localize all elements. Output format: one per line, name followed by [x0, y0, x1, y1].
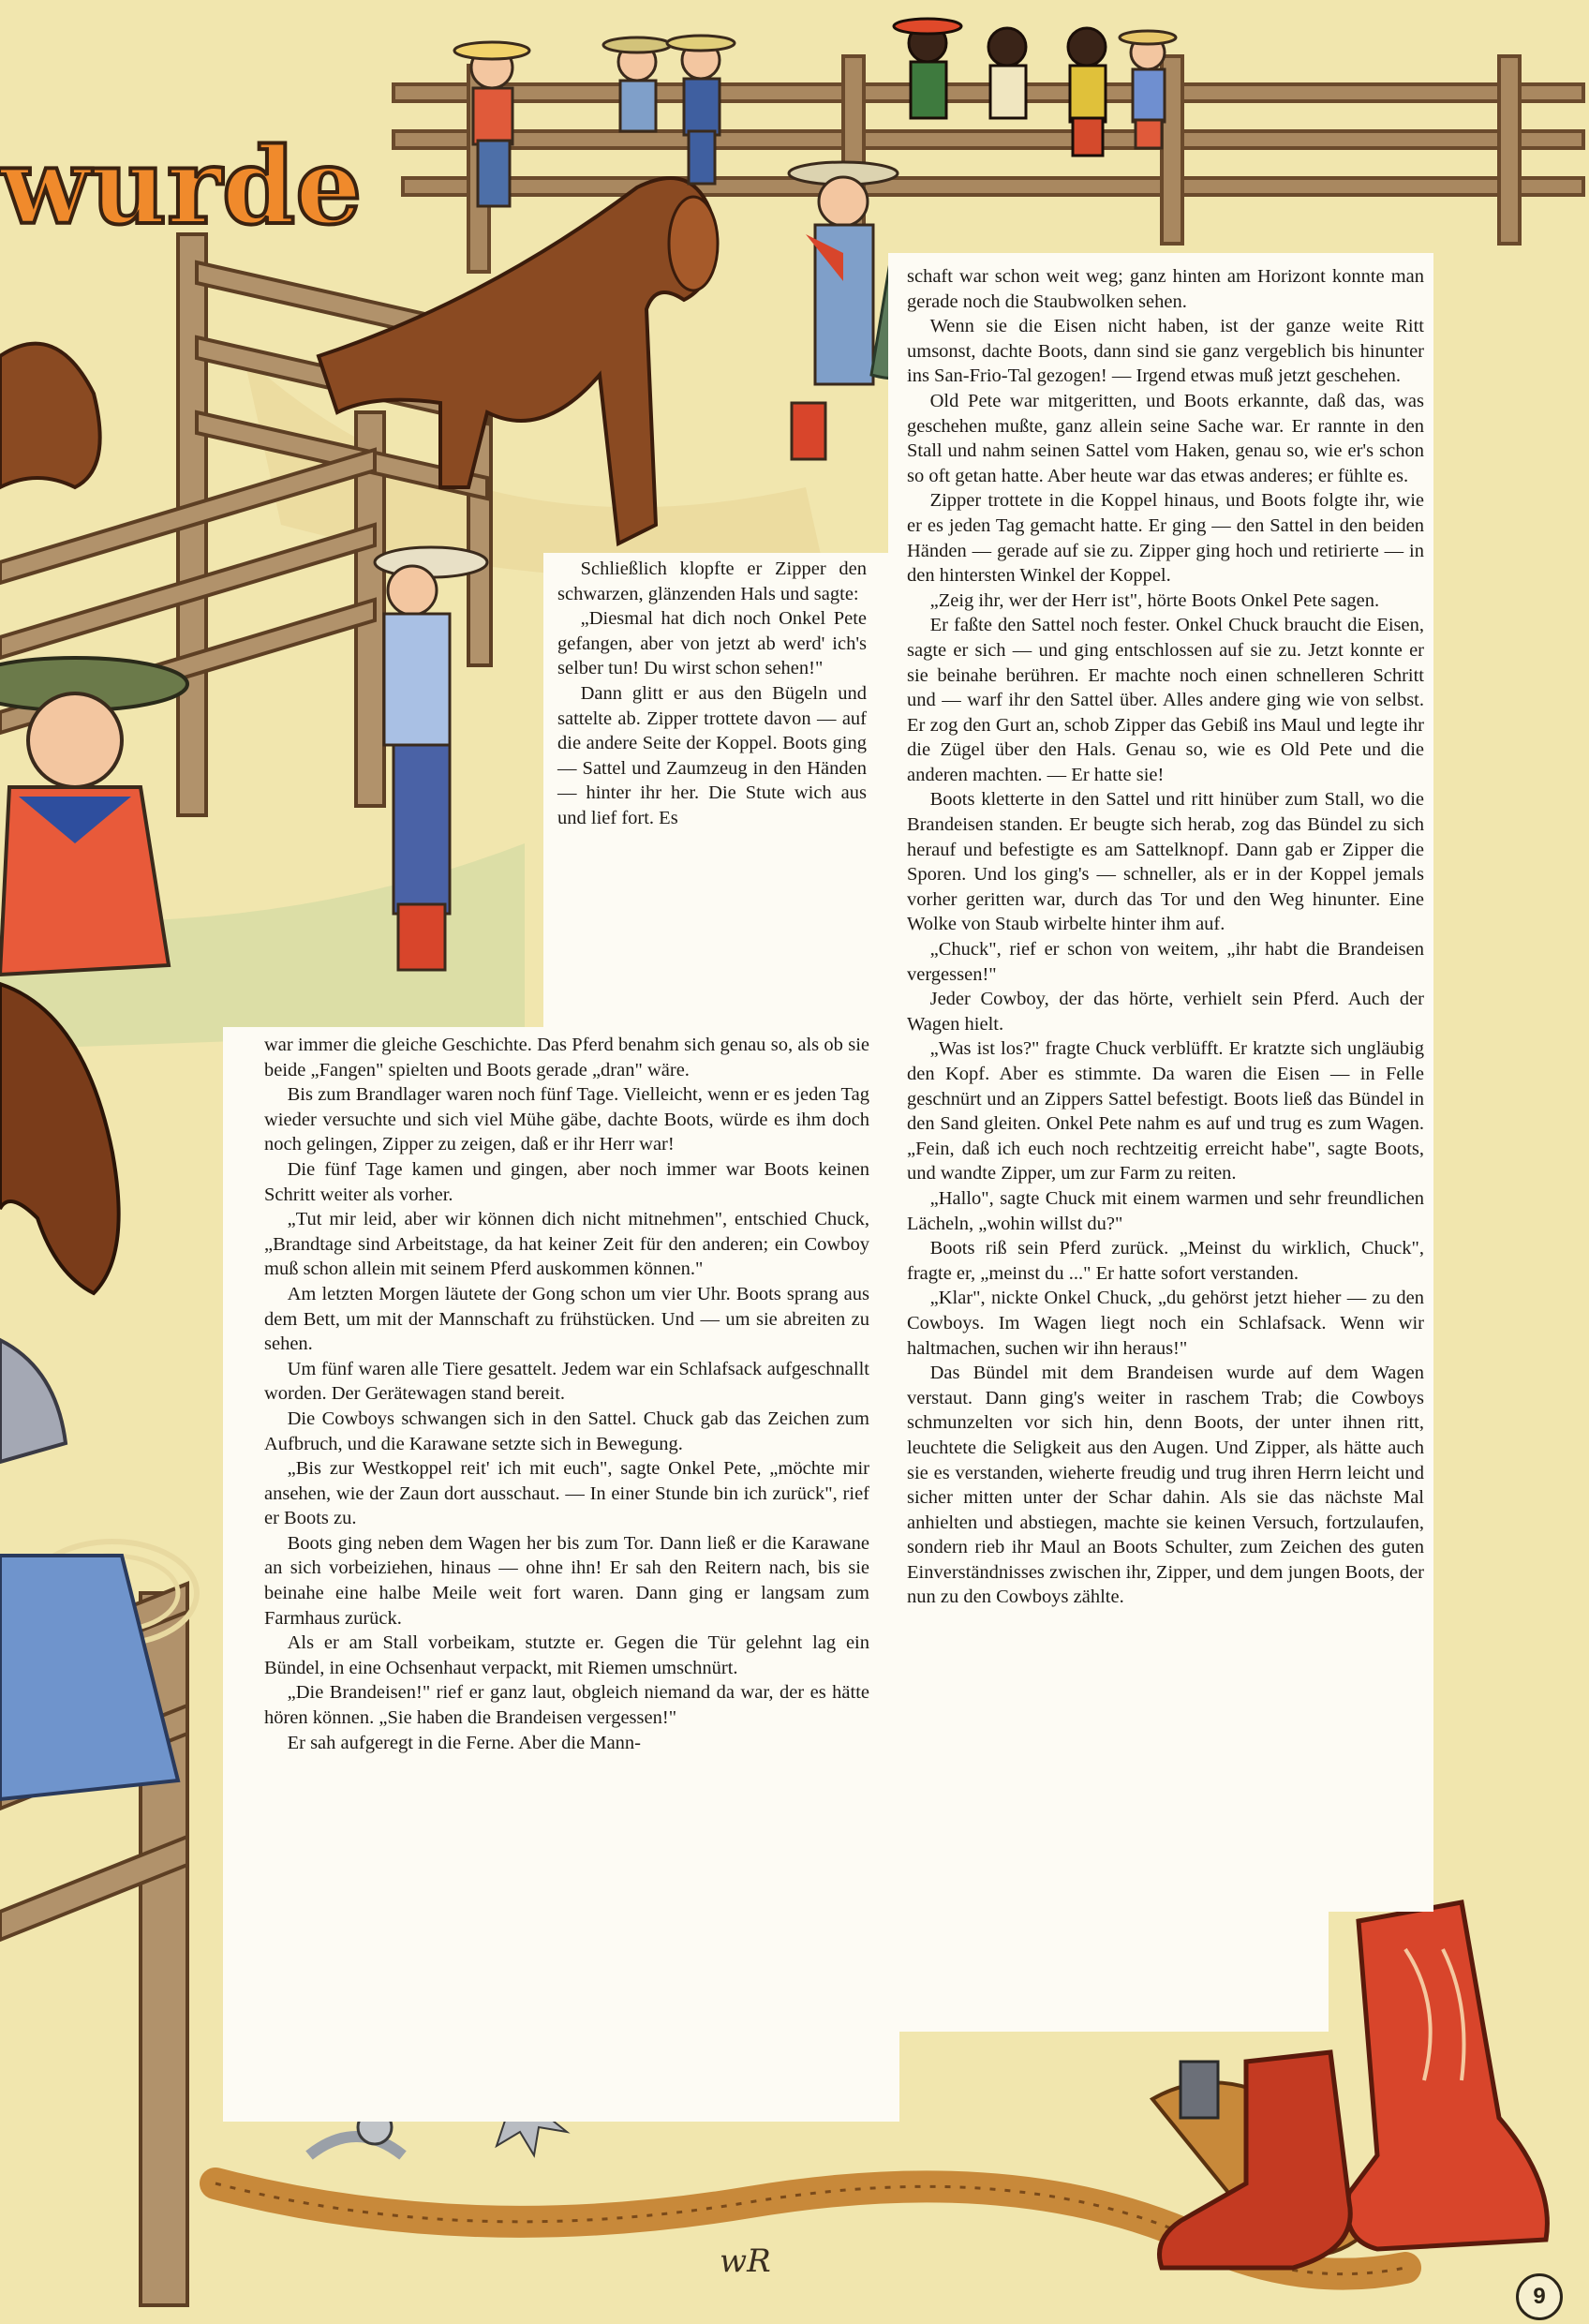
paragraph: „Bis zur Westkoppel reit' ich mit euch", sagte Onkel Pete, „möchte mir ansehen, wie der Zaun dort ausschaut. — In einer Stunde bin ich zurück", rief er Boots zu. — [264, 1458, 869, 1529]
paragraph: „Chuck", rief er schon von weitem, „ihr habt die Brandeisen vergessen!" — [907, 939, 1424, 985]
cowboy-icon — [988, 28, 1026, 118]
cowboy-icon — [894, 19, 961, 118]
paragraph: Bis zum Brandlager waren noch fünf Tage. Vielleicht, wenn er es jeden Tag wieder versuchte und sich viel Mühe gäbe, dachte Boots, würde es ihm doch noch gelingen, Zipper zu zeigen, daß er ihr Herr war! — [264, 1084, 869, 1155]
paragraph: Zipper trottete in die Koppel hinaus, und Boots folgte ihr, wie er es jeden Tag gemacht hatte. Er ging — den Sattel in den beiden Händen — gerade auf sie zu. Zipper ging hoch und retirierte — in den hintersten Winkel der Koppel. — [907, 490, 1424, 587]
column-2 — [907, 264, 1424, 1610]
column-1-top — [557, 557, 867, 831]
boot-icon — [1347, 1902, 1547, 2249]
paragraph: war immer die gleiche Geschichte. Das Pferd benahm sich genau so, als ob sie beide „Fangen" spielten und Boots gerade „dran" wäre. — [264, 1035, 869, 1080]
horse-icon — [0, 344, 100, 487]
paragraph: „Die Brandeisen!" rief er ganz laut, obgleich niemand da war, der es hätte hören können. „Sie haben die Brandeisen vergessen!" — [264, 1682, 869, 1729]
paragraph: Schließlich klopfte er Zipper den schwarzen, glänzenden Hals und sagte: — [557, 559, 867, 604]
svg-text:wurde: wurde — [0, 126, 363, 248]
paragraph: Das Bündel mit dem Brandeisen wurde auf dem Wagen verstaut. Dann ging's weiter in raschem Trab; die Cowboys schmunzelten vor sich hin, denn Boots, der unter ihnen ritt, leuchtete die Seligkeit aus den Augen. Und Zipper, als hätte auch sie es verstanden, wieherte freudig und trug ihren Herrn leicht und sicher mitten unter der Schar dahin. Als sie das nächste Mal anhielten und abstiegen, machte sie keinen Versuch, fortzulaufen, sondern rieb ihr Maul an Boots Schulter, zum Zeichen des guten Einverständnisses zwischen ihr, Zipper, und dem jungen Boots, der nun zu den Cowboys zählte. — [907, 1363, 1424, 1608]
paragraph: Wenn sie die Eisen nicht haben, ist der ganze weite Ritt umsonst, dachte Boots, dann sind sie ganz vergeblich bis hinunter ins San-Frio-Tal gezogen! — Irgend etwas muß jetzt geschehen. — [907, 316, 1424, 387]
paragraph: Old Pete war mitgeritten, und Boots erkannte, daß das, was geschehen mußte, ganz allein seine Sache war. Er rannte in den Stall und nahm seinen Sattel vom Haken, genau so, wie er's schon so oft getan hatte. Aber heute war das etwas anderes; er fühlte es. — [907, 390, 1424, 486]
paragraph: Um fünf waren alle Tiere gesattelt. Jedem war ein Schlafsack aufgeschnallt worden. Der Gerätewagen stand bereit. — [264, 1358, 869, 1405]
paragraph: schaft war schon weit weg; ganz hinten am Horizont konnte man gerade noch die Staubwolken sehen. — [907, 266, 1424, 312]
paragraph: Dann glitt er aus den Bügeln und sattelte ab. Zipper trottete davon — auf die andere Seite der Koppel. Boots ging — Sattel und Zaumzeug in den Händen — hinter ihr her. Die Stute wich aus und lief fort. Es — [557, 682, 867, 828]
paragraph: Die Cowboys schwangen sich in den Sattel. Chuck gab das Zeichen zum Aufbruch, und die Karawane setzte sich in Bewegung. — [264, 1408, 869, 1454]
text-panel-right-tail — [888, 1912, 1329, 2032]
column-1-bottom — [264, 1033, 869, 1755]
paragraph: „Hallo", sagte Chuck mit einem warmen und sehr freundlichen Lächeln, „wohin willst du?" — [907, 1187, 1424, 1234]
cowboy-icon — [1068, 28, 1106, 156]
paragraph: Er faßte den Sattel noch fester. Onkel Chuck braucht die Eisen, sagte er sich — und ging entschlossen auf sie zu. Jetzt konnte er sie beinahe berühren. Er machte noch einen schnelleren Schritt und — warf ihr den Sattel über. Alles andere ging wie von selbst. Er zog den Gurt an, schob Zipper das Gebiß ins Maul und legte ihr die Zügel über den Hals. Genau so, wie es Old Pete und die anderen machten. — Er hatte sie! — [907, 615, 1424, 785]
paragraph: „Diesmal hat dich noch Onkel Pete gefangen, aber von jetzt ab werd' ich's selber tun! Du wirst schon sehen!" — [557, 608, 867, 679]
paragraph: Die fünf Tage kamen und gingen, aber noch immer war Boots keinen Schritt weiter als vorher. — [264, 1158, 869, 1205]
paragraph: Boots kletterte in den Sattel und ritt hinüber zum Stall, wo die Brandeisen standen. Er beugte sich herab, zog das Bündel zu sich herauf und befestigte es am Sattelknopf. Dann gab er Zipper die Sporen. Und los ging's — schneller, als er in der Koppel jemals vorher geritten war, durch das Tor und den Weg hinunter. Eine Wolke von Staub wirbelte hinter ihm auf. — [907, 789, 1424, 935]
paragraph: „Zeig ihr, wer der Herr ist", hörte Boots Onkel Pete sagen. — [929, 589, 1380, 611]
paragraph: Boots riß sein Pferd zurück. „Meinst du wirklich, Chuck", fragte er, „meinst du ..." Er hatte sofort verstanden. — [907, 1238, 1424, 1284]
cowboy-icon — [0, 1340, 178, 1799]
paragraph: Er sah aufgeregt in die Ferne. Aber die Mann- — [287, 1732, 642, 1753]
paragraph: Boots ging neben dem Wagen her bis zum Tor. Dann ließ er die Karawane an sich vorbeiziehen, hinaus — ohne ihn! Er sah den Reitern nach, bis sie beinahe eine halbe Meile weit fort waren. Dann ging er langsam zum Farmhaus zurück. — [264, 1532, 869, 1629]
artist-signature: wR — [720, 2242, 771, 2280]
paragraph: „Klar", nickte Onkel Chuck, „du gehörst jetzt hieher — zu den Cowboys. Im Wagen liegt noch ein Schlafsack. Wenn wir haltmachen, suchen wir ihn heraus!" — [907, 1288, 1424, 1359]
cowboy-icon — [667, 36, 735, 184]
cowboy-icon — [0, 658, 187, 975]
paragraph: Am letzten Morgen läutete der Gong schon um vier Uhr. Boots sprang aus dem Bett, um mit der Mannschaft zu frühstücken. Und — um sie abreiten zu sehen. — [264, 1283, 869, 1355]
paragraph: „Was ist los?" fragte Chuck verblüfft. Er kratzte sich ungläubig den Kopf. Aber es stimmte. Da waren die Eisen — in Felle geschnürt und an Zippers Sattel befestigt. Boots ließ das Bündel in den Sand gleiten. Onkel Pete nahm es auf und trug es zum Wagen. „Fein, daß ich euch noch rechtzeitig erreicht habe", sagte Boots, und wandte Zipper, um zur Farm zu reiten. — [907, 1038, 1424, 1184]
paragraph: „Tut mir leid, aber wir können dich nicht mitnehmen", entschied Chuck, „Brandtage sind Arbeitstage, da hat keiner Zeit für den anderen; ein Cowboy muß schon allein mit seinem Pferd auskommen können." — [264, 1209, 869, 1280]
page-number: 9 — [1516, 2273, 1563, 2320]
title-lettering — [0, 122, 440, 253]
paragraph: Jeder Cowboy, der das hörte, verhielt sein Pferd. Auch der Wagen hielt. — [907, 989, 1424, 1035]
paragraph: Als er am Stall vorbeikam, stutzte er. Gegen die Tür gelehnt lag ein Bündel, in eine Ochsenhaut verpackt, mit Riemen umschnürt. — [264, 1632, 869, 1678]
